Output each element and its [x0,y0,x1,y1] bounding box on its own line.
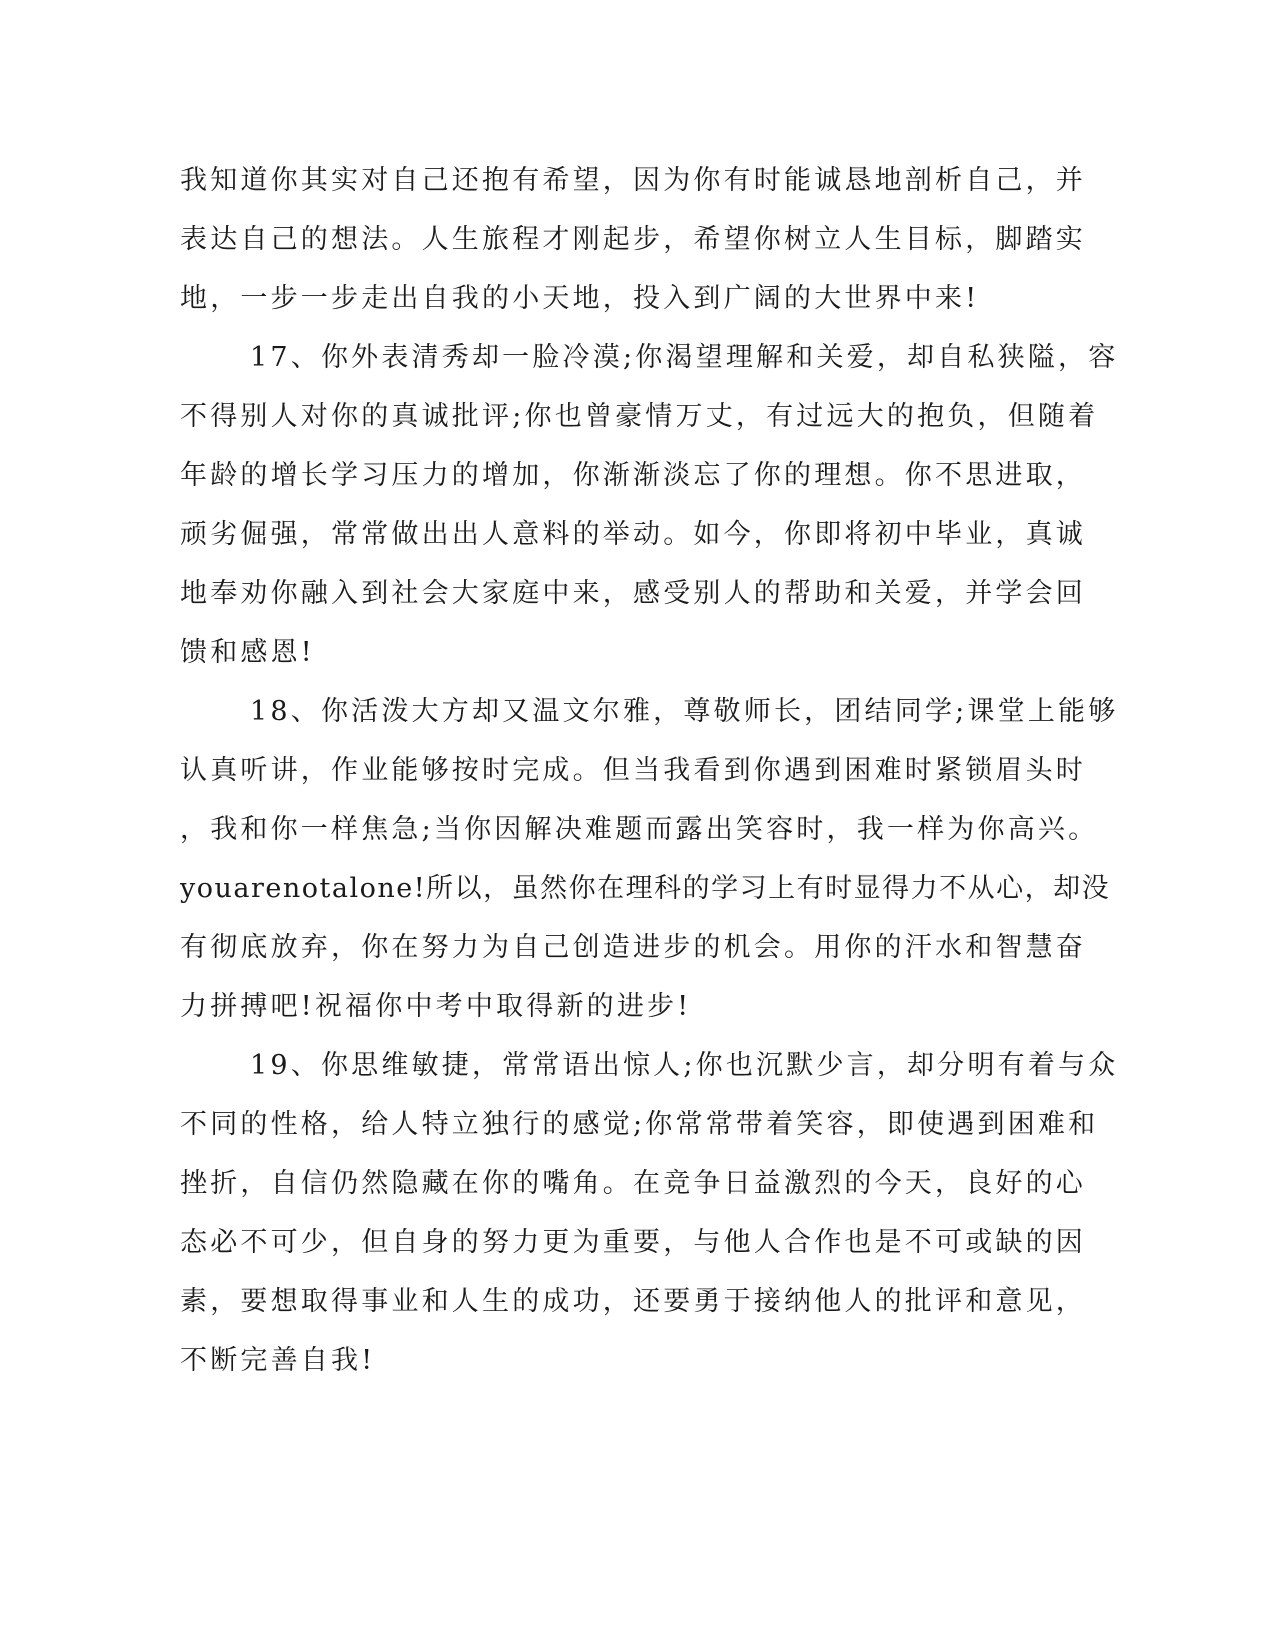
text-line: 顽劣倔强，常常做出出人意料的举动。如今，你即将初中毕业，真诚 [180,519,1086,550]
text-line: 认真听讲，作业能够按时完成。但当我看到你遇到困难时紧锁眉头时 [180,755,1086,786]
text-line: 有彻底放弃，你在努力为自己创造进步的机会。用你的汗水和智慧奋 [180,932,1086,963]
text-line: 态必不可少，但自身的努力更为重要，与他人合作也是不可或缺的因 [180,1227,1086,1258]
text-line: 馈和感恩! [180,637,315,668]
text-line: ，我和你一样焦急;当你因解决难题而露出笑容时，我一样为你高兴。 [180,814,1099,845]
text-line: 力拼搏吧!祝福你中考中取得新的进步! [180,991,692,1022]
paragraph-18-first-line: 18、你活泼大方却又温文尔雅，尊敬师长，团结同学;课堂上能够 [250,696,1119,727]
text-line: 地奉劝你融入到社会大家庭中来，感受别人的帮助和关爱，并学会回 [180,578,1086,609]
paragraph-19-first-line: 19、你思维敏捷，常常语出惊人;你也沉默少言，却分明有着与众 [250,1050,1119,1081]
text-line: 不断完善自我! [180,1345,376,1376]
paragraph-17-first-line: 17、你外表清秀却一脸冷漠;你渴望理解和关爱，却自私狭隘，容 [250,342,1119,373]
text-line: 不同的性格，给人特立独行的感觉;你常常带着笑容，即使遇到困难和 [180,1109,1099,1140]
text-line: 年龄的增长学习压力的增加，你渐渐淡忘了你的理想。你不思进取， [180,460,1086,491]
text-line: 素，要想取得事业和人生的成功，还要勇于接纳他人的批评和意见， [180,1286,1086,1317]
text-line: 不得别人对你的真诚批评;你也曾豪情万丈，有过远大的抱负，但随着 [180,401,1099,432]
text-line: 我知道你其实对自己还抱有希望，因为你有时能诚恳地剖析自己，并 [180,165,1086,196]
text-line: youarenotalone!所以，虽然你在理科的学习上有时显得力不从心，却没 [180,873,1111,904]
text-line: 表达自己的想法。人生旅程才刚起步，希望你树立人生目标，脚踏实 [180,224,1086,255]
text-line: 挫折，自信仍然隐藏在你的嘴角。在竞争日益激烈的今天，良好的心 [180,1168,1086,1199]
text-line: 地，一步一步走出自我的小天地，投入到广阔的大世界中来! [180,283,980,314]
